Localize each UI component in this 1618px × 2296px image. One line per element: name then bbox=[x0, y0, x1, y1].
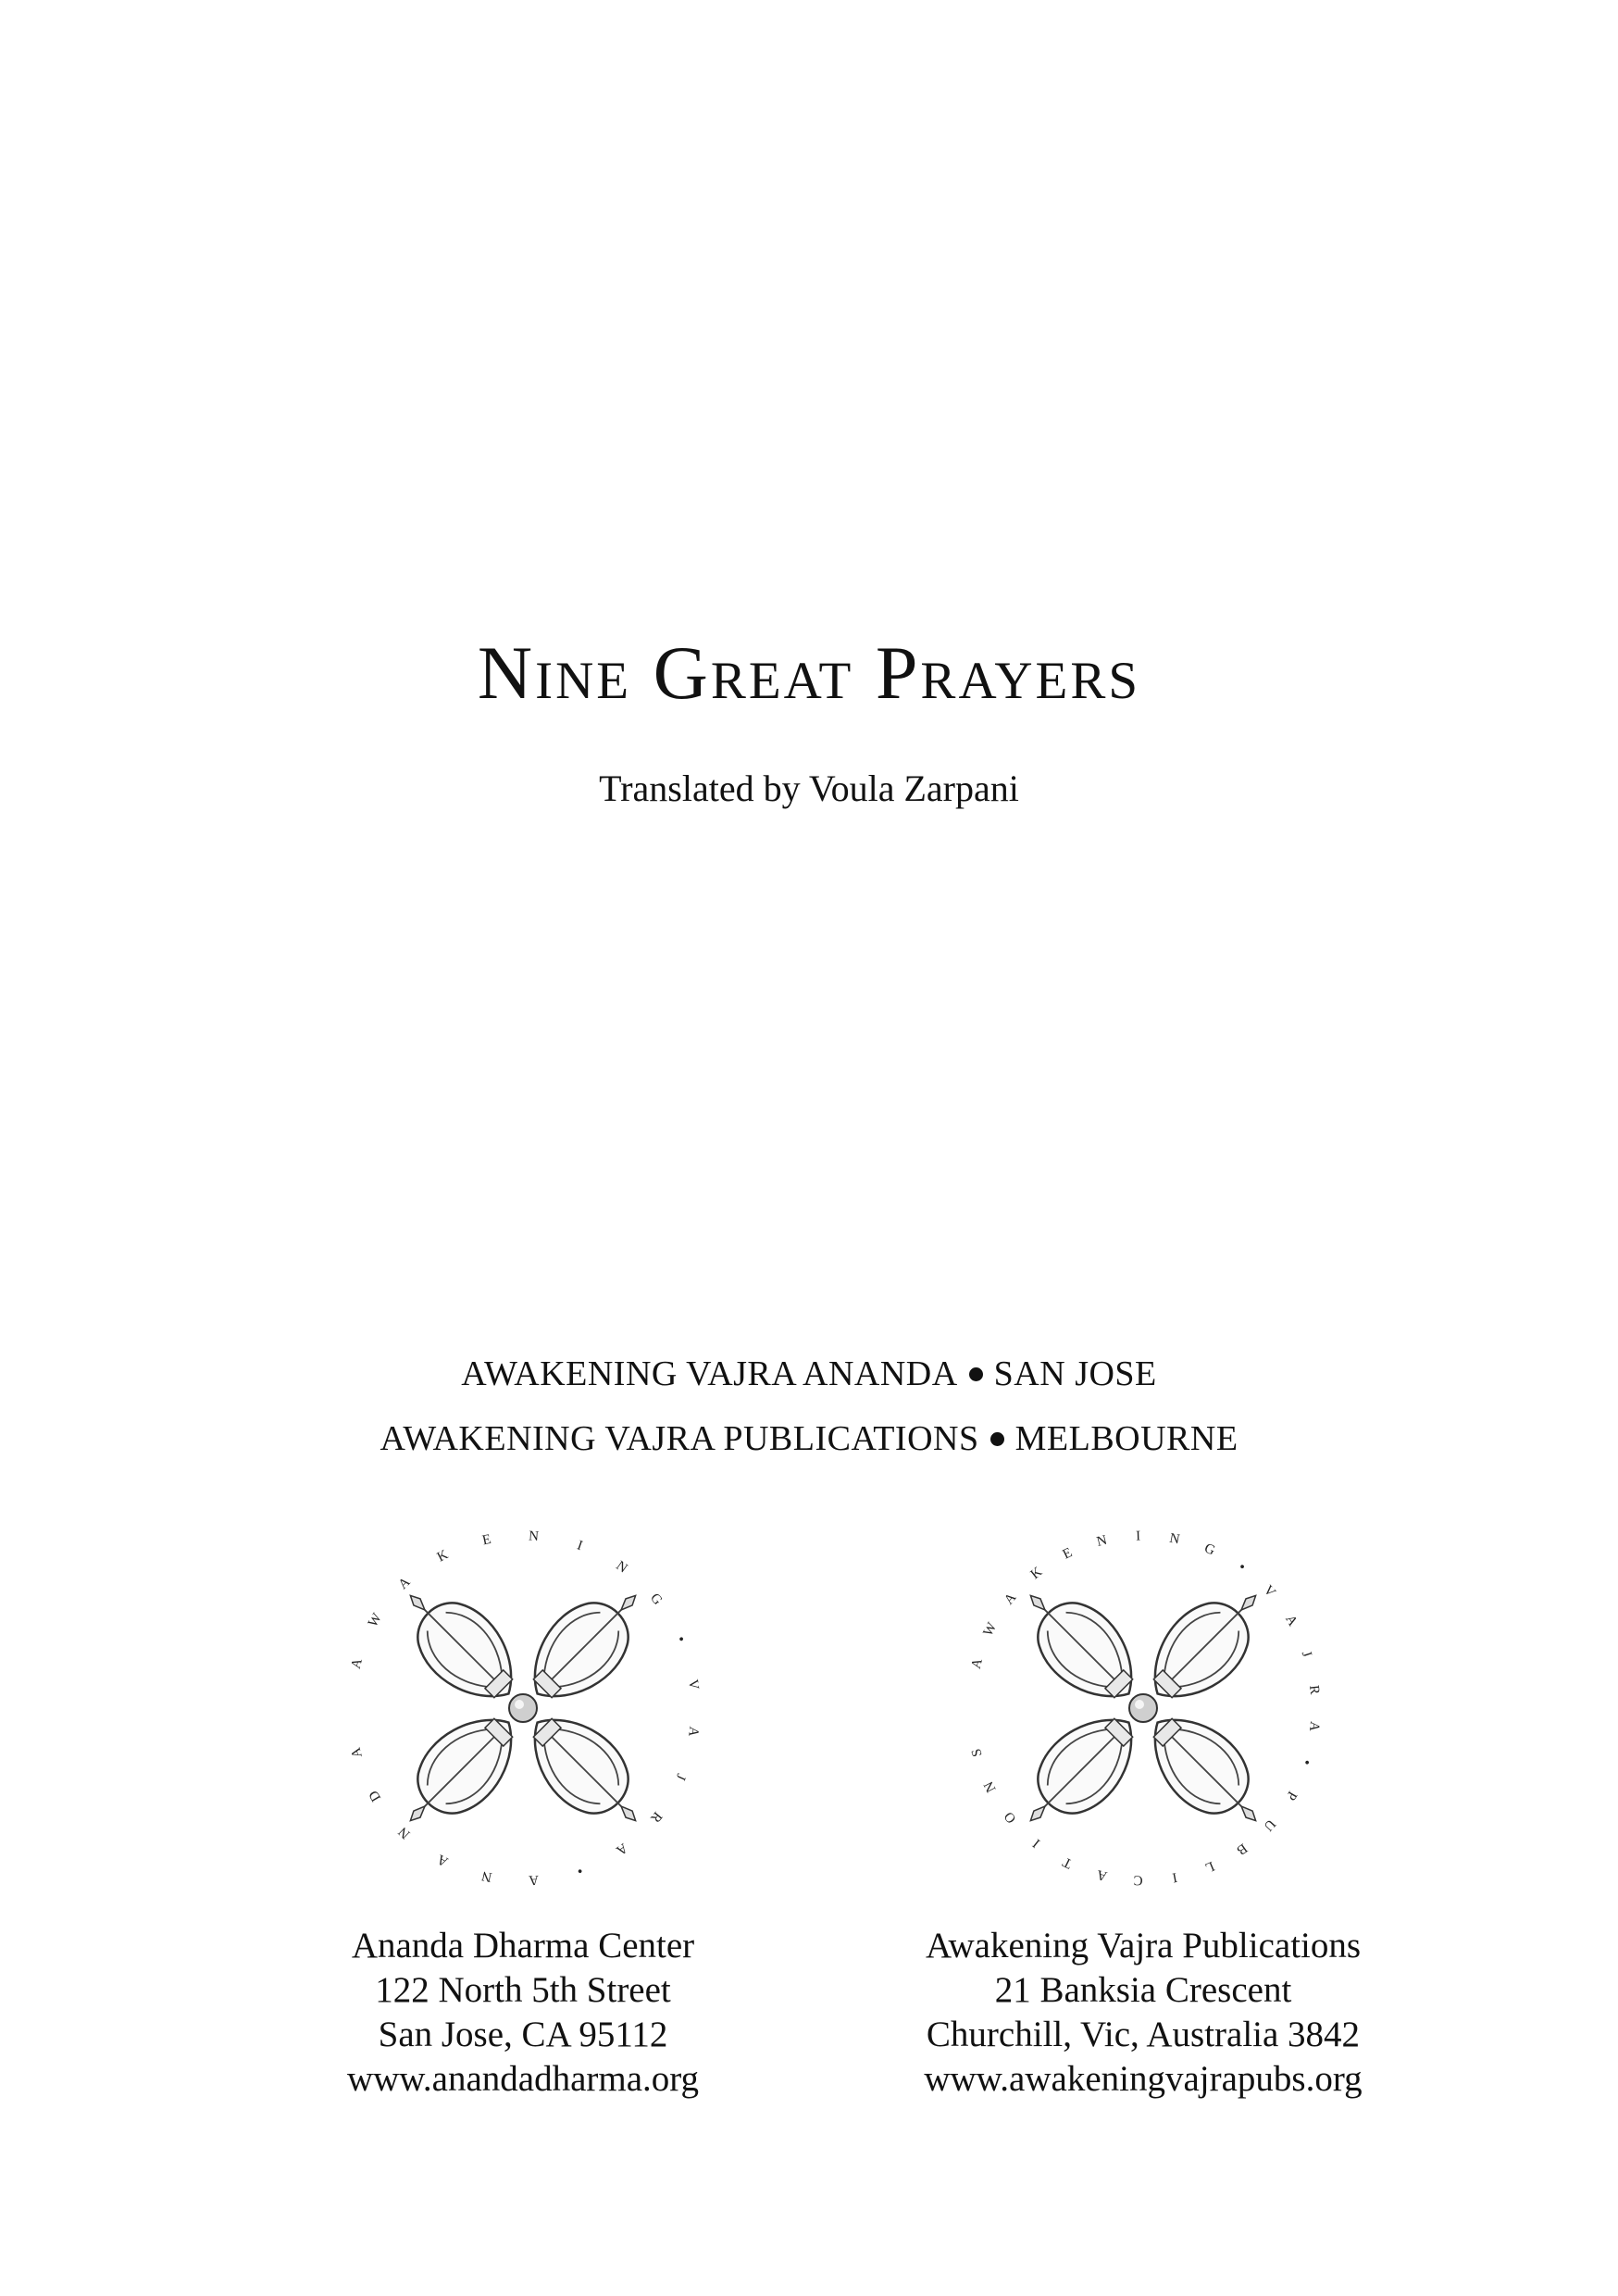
svg-text:P: P bbox=[1282, 1788, 1300, 1803]
svg-text:R: R bbox=[647, 1808, 665, 1826]
svg-text:T: T bbox=[1060, 1853, 1075, 1871]
svg-text:A: A bbox=[434, 1851, 451, 1869]
svg-text:N: N bbox=[528, 1529, 540, 1545]
svg-text:V: V bbox=[685, 1678, 702, 1691]
svg-text:N: N bbox=[1168, 1530, 1181, 1548]
address-name: Ananda Dharma Center bbox=[351, 1926, 695, 1965]
svg-text:N: N bbox=[479, 1867, 493, 1885]
svg-text:R: R bbox=[1306, 1684, 1322, 1696]
svg-text:G: G bbox=[1201, 1541, 1217, 1559]
awakening-vajra-ananda-logo bbox=[324, 1509, 722, 1907]
address-website: www.awakeningvajrapubs.org bbox=[924, 2059, 1363, 2099]
svg-text:N: N bbox=[613, 1558, 630, 1577]
svg-text:U: U bbox=[1260, 1816, 1278, 1834]
svg-text:W: W bbox=[980, 1620, 1001, 1640]
svg-text:J: J bbox=[1298, 1649, 1314, 1659]
svg-text:K: K bbox=[1027, 1564, 1046, 1583]
svg-text:E: E bbox=[480, 1531, 493, 1549]
svg-text:N: N bbox=[1095, 1532, 1109, 1550]
svg-text:A: A bbox=[1305, 1720, 1323, 1732]
publisher-name: AWAKENING VAJRA PUBLICATIONS bbox=[380, 1419, 979, 1458]
svg-text:A: A bbox=[1282, 1612, 1301, 1629]
publisher-name: AWAKENING VAJRA ANANDA bbox=[461, 1354, 958, 1393]
publisher-line-san-jose bbox=[0, 1354, 1618, 1394]
svg-text:•: • bbox=[672, 1633, 690, 1645]
address-city: Churchill, Vic, Australia 3842 bbox=[926, 2015, 1361, 2054]
svg-text:A: A bbox=[685, 1725, 702, 1738]
double-vajra-icon bbox=[324, 1509, 722, 1907]
svg-text:•: • bbox=[1235, 1559, 1249, 1576]
publisher-line-melbourne bbox=[0, 1418, 1618, 1459]
address-block-awakening-vajra-publications bbox=[865, 1924, 1421, 2102]
svg-text:B: B bbox=[1233, 1840, 1251, 1858]
bullet-dot-icon bbox=[990, 1432, 1004, 1446]
svg-text:I: I bbox=[1029, 1835, 1043, 1851]
page-title: Nine Great Prayers bbox=[477, 630, 1141, 715]
publisher-city: SAN JOSE bbox=[993, 1354, 1157, 1393]
svg-text:•: • bbox=[574, 1862, 585, 1879]
svg-text:G: G bbox=[647, 1591, 666, 1608]
svg-text:A: A bbox=[395, 1575, 414, 1593]
svg-text:K: K bbox=[434, 1547, 451, 1566]
svg-text:A: A bbox=[1002, 1590, 1020, 1608]
svg-text:C: C bbox=[1133, 1872, 1143, 1888]
address-block-ananda-dharma-center bbox=[245, 1924, 801, 2102]
address-street: 122 North 5th Street bbox=[375, 1970, 671, 2010]
address-city: San Jose, CA 95112 bbox=[378, 2015, 668, 2054]
svg-text:N: N bbox=[395, 1823, 414, 1841]
bullet-dot-icon bbox=[969, 1367, 983, 1381]
translator-credit: Translated by Voula Zarpani bbox=[599, 767, 1019, 809]
svg-text:L: L bbox=[1202, 1857, 1217, 1876]
svg-text:A: A bbox=[1095, 1866, 1109, 1884]
svg-text:A: A bbox=[528, 1871, 540, 1888]
svg-text:N: N bbox=[981, 1778, 1000, 1795]
awakening-vajra-publications-logo bbox=[944, 1509, 1342, 1907]
svg-text:V: V bbox=[1260, 1582, 1278, 1601]
svg-text:A: A bbox=[968, 1656, 986, 1671]
address-name: Awakening Vajra Publications bbox=[925, 1926, 1362, 1965]
svg-text:S: S bbox=[968, 1746, 986, 1759]
svg-text:D: D bbox=[366, 1788, 385, 1804]
svg-text:W: W bbox=[365, 1611, 385, 1630]
address-street: 21 Banksia Crescent bbox=[994, 1970, 1292, 2010]
publisher-city: MELBOURNE bbox=[1014, 1419, 1238, 1458]
address-website: www.anandadharma.org bbox=[346, 2059, 700, 2099]
svg-text:A: A bbox=[348, 1656, 366, 1671]
svg-text:A: A bbox=[613, 1840, 630, 1858]
svg-text:J: J bbox=[672, 1771, 689, 1783]
svg-text:•: • bbox=[1298, 1757, 1315, 1767]
svg-text:E: E bbox=[1060, 1545, 1075, 1563]
double-vajra-icon bbox=[944, 1509, 1342, 1907]
svg-text:A: A bbox=[348, 1745, 366, 1760]
svg-text:O: O bbox=[1002, 1808, 1020, 1827]
svg-text:I: I bbox=[1135, 1529, 1141, 1544]
svg-text:I: I bbox=[575, 1538, 585, 1554]
svg-text:I: I bbox=[1171, 1869, 1178, 1885]
